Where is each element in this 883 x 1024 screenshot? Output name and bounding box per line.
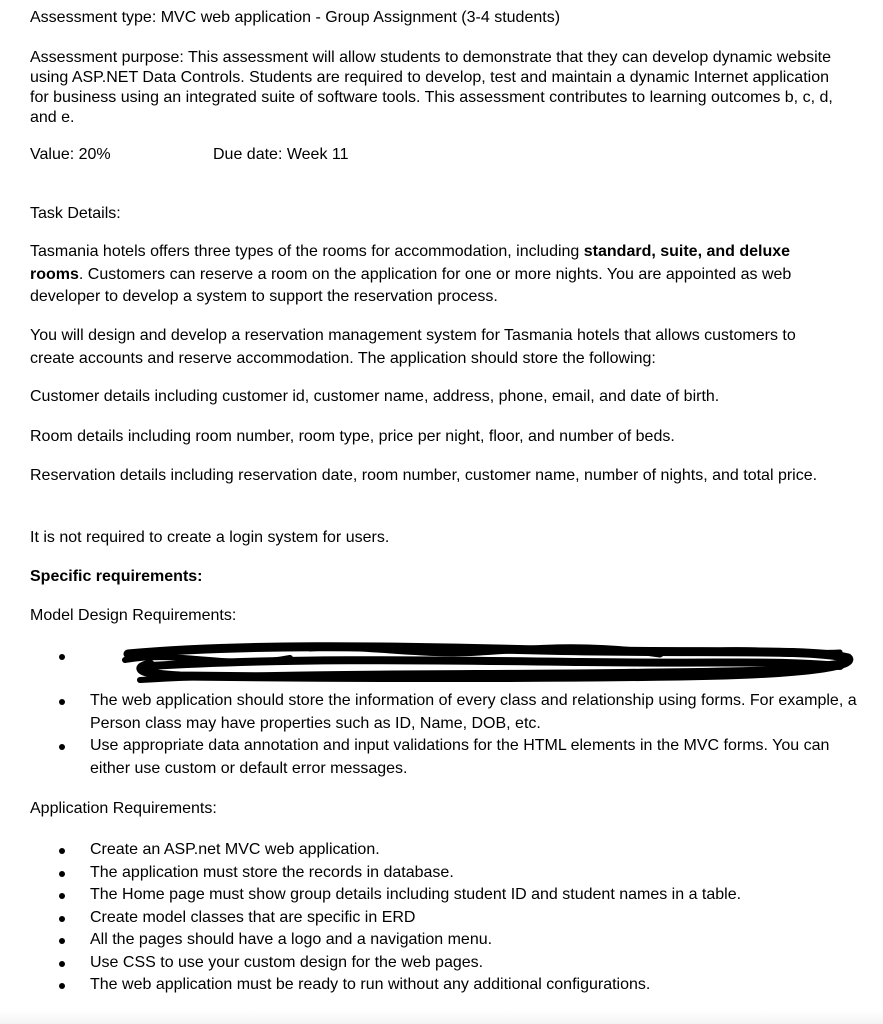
assessment-purpose: Assessment purpose: This assessment will allow students to demonstrate that they can develop dynamic website using ASP.NET Data Controls. Students are required to develop, test and maintain a dynamic Internet application for business using an integrated suite of software tools. This assessment contributes to learning outcomes b, c, d, and e. [30, 49, 833, 126]
reservation-details: Reservation details including reservation date, room number, customer name, number of nights, and total price. [30, 467, 818, 484]
assessment-value: Value: 20% [30, 146, 111, 163]
due-date: Due date: Week 11 [213, 146, 349, 163]
design-paragraph: You will design and develop a reservation management system for Tasmania hotels that allows customers to create accounts and reserve accommodation. The application should store the following: [30, 327, 796, 367]
list-item: The web application should store the information of every class and relationship using forms. For example, a Person class may have properties such as ID, Name, DOB, etc. [30, 690, 860, 735]
customer-details: Customer details including customer id, customer name, address, phone, email, and date of birth. [30, 388, 720, 405]
list-item: Use appropriate data annotation and input validations for the HTML elements in the MVC forms. You can either use custom or default error messages. [30, 735, 860, 780]
bullet-icon [59, 916, 65, 922]
bullet-icon [59, 983, 65, 989]
task-intro-text: Tasmania hotels offers three types of the rooms for accommodation, including [30, 243, 584, 260]
bullet-icon [59, 938, 65, 944]
list-item: The web application must be ready to run without any additional configurations. [30, 974, 860, 997]
page-bottom-edge [0, 1010, 883, 1024]
login-note: It is not required to create a login system for users. [30, 529, 390, 546]
list-item: The application must store the records in database. [30, 862, 860, 885]
model-design-heading: Model Design Requirements: [30, 607, 237, 624]
task-intro-text-rest: . Customers can reserve a room on the application for one or more nights. You are appointed as web developer to develop a system to support the reservation process. [30, 265, 792, 305]
assessment-type: Assessment type: MVC web application - Group Assignment (3-4 students) [30, 9, 561, 26]
application-requirements-heading: Application Requirements: [30, 800, 217, 817]
task-intro [30, 241, 840, 309]
bullet-icon [59, 871, 65, 877]
bullet-icon [59, 744, 65, 750]
bullet-icon [59, 848, 65, 854]
bullet-icon [59, 961, 65, 967]
specific-requirements-heading: Specific requirements: [30, 568, 203, 585]
room-types: standard, suite, and deluxe rooms [30, 243, 791, 283]
list-item: Create an ASP.net MVC web application. [30, 839, 860, 862]
bullet-icon [59, 654, 65, 660]
list-item: All the pages should have a logo and a navigation menu. [30, 929, 860, 952]
list-item: The Home page must show group details including student ID and student names in a table. [30, 884, 860, 907]
bullet-icon [59, 699, 65, 705]
list-item: Create model classes that are specific in ERD [30, 907, 860, 930]
application-requirements-list [30, 839, 860, 997]
list-item: Use CSS to use your custom design for the web pages. [30, 952, 860, 975]
task-details-heading: Task Details: [30, 205, 121, 222]
room-details: Room details including room number, room type, price per night, floor, and number of beds. [30, 428, 675, 445]
redaction-scribble [120, 640, 860, 690]
bullet-icon [59, 893, 65, 899]
